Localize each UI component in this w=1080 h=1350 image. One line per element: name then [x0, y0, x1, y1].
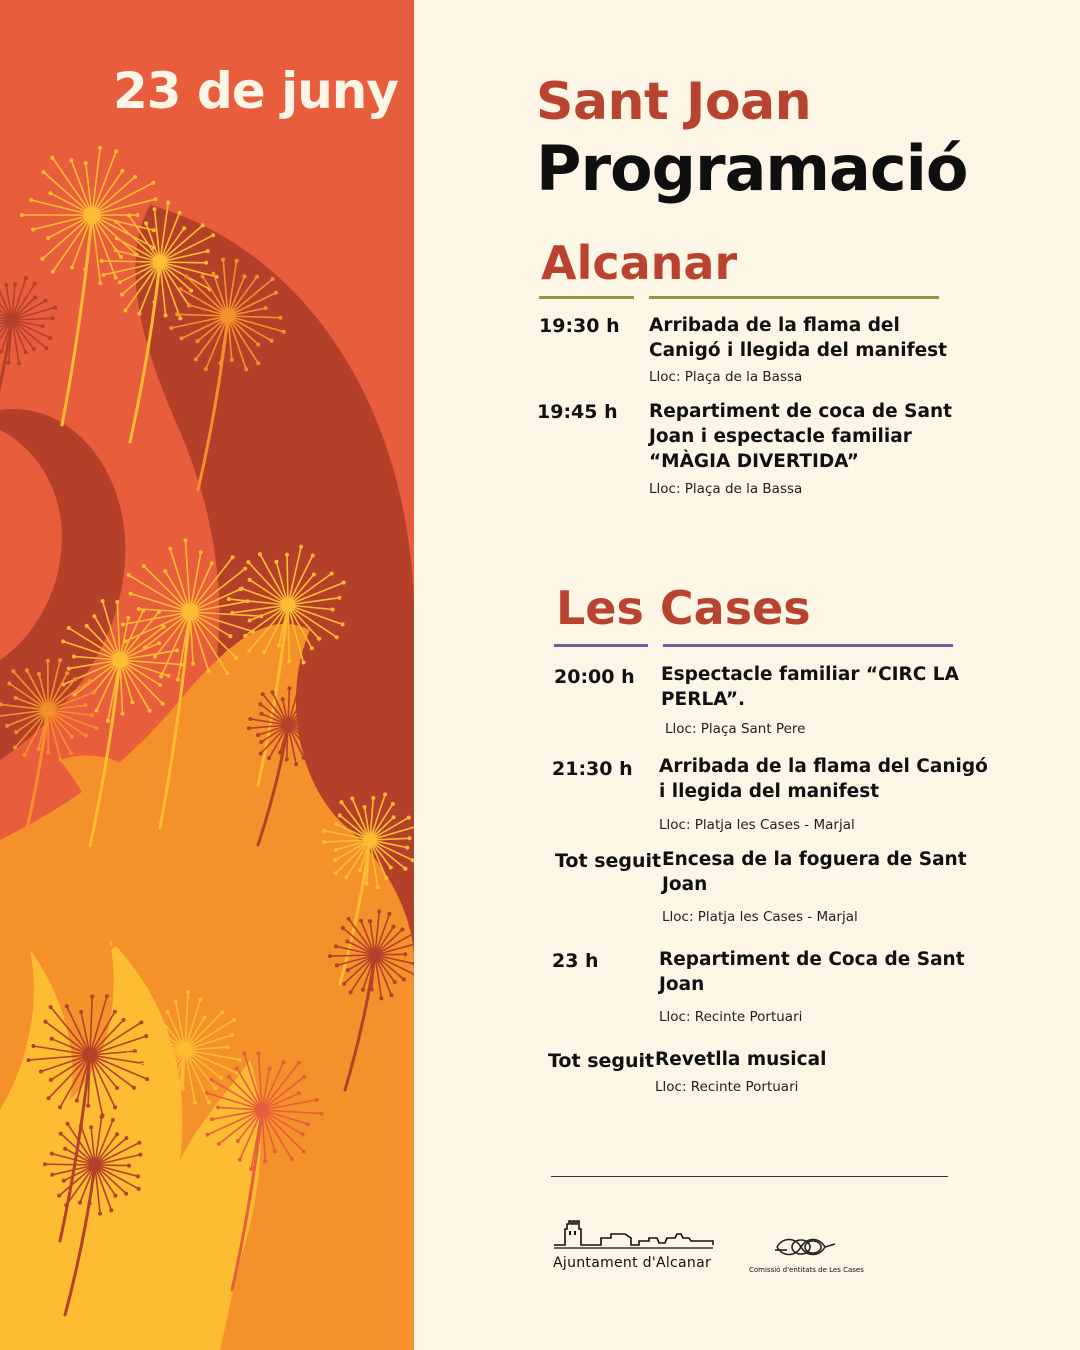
event-description — [662, 847, 967, 897]
section-title-les-cases: Les Cases — [556, 581, 811, 635]
event-location: Lloc: Plaça de la Bassa — [649, 481, 803, 497]
event-location: Lloc: Plaça de la Bassa — [649, 369, 803, 385]
cases-rule-left — [554, 644, 648, 647]
event-line: Encesa de la foguera de Sant — [662, 849, 967, 870]
event-line: Joan i espectacle familiar — [649, 426, 912, 447]
event-line: Joan — [662, 874, 708, 895]
event-description — [649, 313, 947, 363]
event-location: Lloc: Recinte Portuari — [655, 1079, 799, 1095]
program-panel — [414, 0, 1080, 1350]
event-description — [655, 1047, 826, 1072]
event-line: Espectacle familiar “CIRC LA — [661, 664, 959, 685]
event-location: Lloc: Platja les Cases - Marjal — [659, 817, 855, 833]
event-date: 23 de juny — [112, 62, 398, 120]
event-line: Arribada de la flama del — [649, 315, 900, 336]
footer-divider — [551, 1176, 948, 1177]
logo-label: Ajuntament d'Alcanar — [553, 1255, 712, 1271]
event-description — [659, 947, 965, 997]
event-time: 21:30 h — [552, 758, 633, 780]
event-description — [661, 662, 959, 712]
decorative-panel — [0, 0, 414, 1350]
event-line: i llegida del manifest — [659, 781, 880, 802]
event-time: Tot seguit — [555, 850, 662, 872]
event-location: Lloc: Plaça Sant Pere — [665, 721, 806, 737]
event-line: Repartiment de Coca de Sant — [659, 949, 965, 970]
event-line: PERLA”. — [661, 689, 746, 710]
festival-title: Sant Joan — [536, 72, 812, 132]
town-skyline-icon — [553, 1215, 718, 1253]
event-location: Lloc: Recinte Portuari — [659, 1009, 803, 1025]
logo-label: Comissió d'entitats de Les Cases — [749, 1266, 864, 1274]
event-line: Revetlla musical — [655, 1049, 827, 1070]
event-description — [659, 754, 988, 804]
rope-knot-icon — [773, 1232, 837, 1262]
event-line: Repartiment de coca de Sant — [649, 401, 952, 422]
event-time: 19:30 h — [539, 315, 620, 337]
event-time: Tot seguit — [548, 1050, 655, 1072]
logo-ajuntament-alcanar — [553, 1215, 718, 1271]
event-time: 19:45 h — [537, 401, 618, 423]
event-time: 23 h — [552, 950, 599, 972]
program-heading: Programació — [536, 132, 968, 205]
logo-comissio-entitats — [749, 1232, 864, 1274]
section-title-alcanar: Alcanar — [541, 236, 738, 290]
event-time: 20:00 h — [554, 666, 635, 688]
event-location: Lloc: Platja les Cases - Marjal — [662, 909, 858, 925]
event-line: “MÀGIA DIVERTIDA” — [649, 451, 859, 472]
event-description — [649, 399, 952, 474]
fire-illustration — [0, 0, 414, 1350]
event-line: Joan — [659, 974, 705, 995]
event-line: Canigó i llegida del manifest — [649, 340, 948, 361]
alcanar-rule-left — [539, 296, 634, 299]
event-line: Arribada de la flama del Canigó — [659, 756, 988, 777]
cases-rule-right — [663, 644, 953, 647]
alcanar-rule-right — [649, 296, 939, 299]
